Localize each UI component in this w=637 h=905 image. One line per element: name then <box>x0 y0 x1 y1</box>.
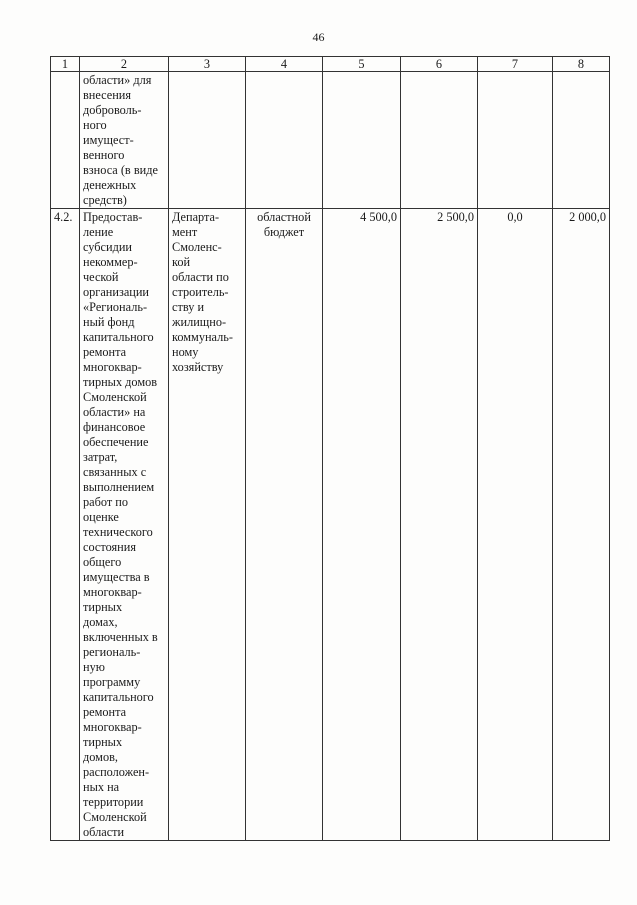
header-col-4: 4 <box>246 57 323 72</box>
table-header-row <box>51 57 610 72</box>
cell-empty <box>478 72 553 209</box>
header-col-1: 1 <box>51 57 80 72</box>
page-number: 46 <box>312 30 325 44</box>
table-row-4-2 <box>51 209 610 841</box>
header-col-7: 7 <box>478 57 553 72</box>
cell-description: Предостав- ление субсидии некоммер- ческой организации «Региональ- ный фонд капитального ремонта многоквар- тирных домов Смоленской области» на финансовое обеспечение затрат, связанных с выполнением работ по оценке технического состояния общего имущества в многоквар- тирных домах, включенных в региональ- ную программу капитального ремонта многоквар- тирных домов, расположен- ных на территории Смоленской области <box>80 209 169 841</box>
cell-executor: Департа- мент Смоленс- кой области по строитель- ству и жилищно- коммуналь- ному хозяйству <box>169 209 246 841</box>
cell-col-7: 0,0 <box>478 209 553 841</box>
program-table <box>50 56 610 841</box>
header-col-3: 3 <box>169 57 246 72</box>
cell-empty <box>553 72 610 209</box>
header-col-2: 2 <box>80 57 169 72</box>
header-col-8: 8 <box>553 57 610 72</box>
cell-empty <box>169 72 246 209</box>
cell-empty <box>401 72 478 209</box>
cell-total: 4 500,0 <box>323 209 401 841</box>
cell-empty <box>323 72 401 209</box>
cell-col-6: 2 500,0 <box>401 209 478 841</box>
cell-funding-source: областной бюджет <box>246 209 323 841</box>
cell-empty <box>51 72 80 209</box>
cell-empty <box>246 72 323 209</box>
header-col-5: 5 <box>323 57 401 72</box>
cell-col-8: 2 000,0 <box>553 209 610 841</box>
cell-description-continued: области» для внесения доброволь- ного имущест- венного взноса (в виде денежных средств) <box>80 72 169 209</box>
table-row-continuation <box>51 72 610 209</box>
header-col-6: 6 <box>401 57 478 72</box>
cell-row-number: 4.2. <box>51 209 80 841</box>
